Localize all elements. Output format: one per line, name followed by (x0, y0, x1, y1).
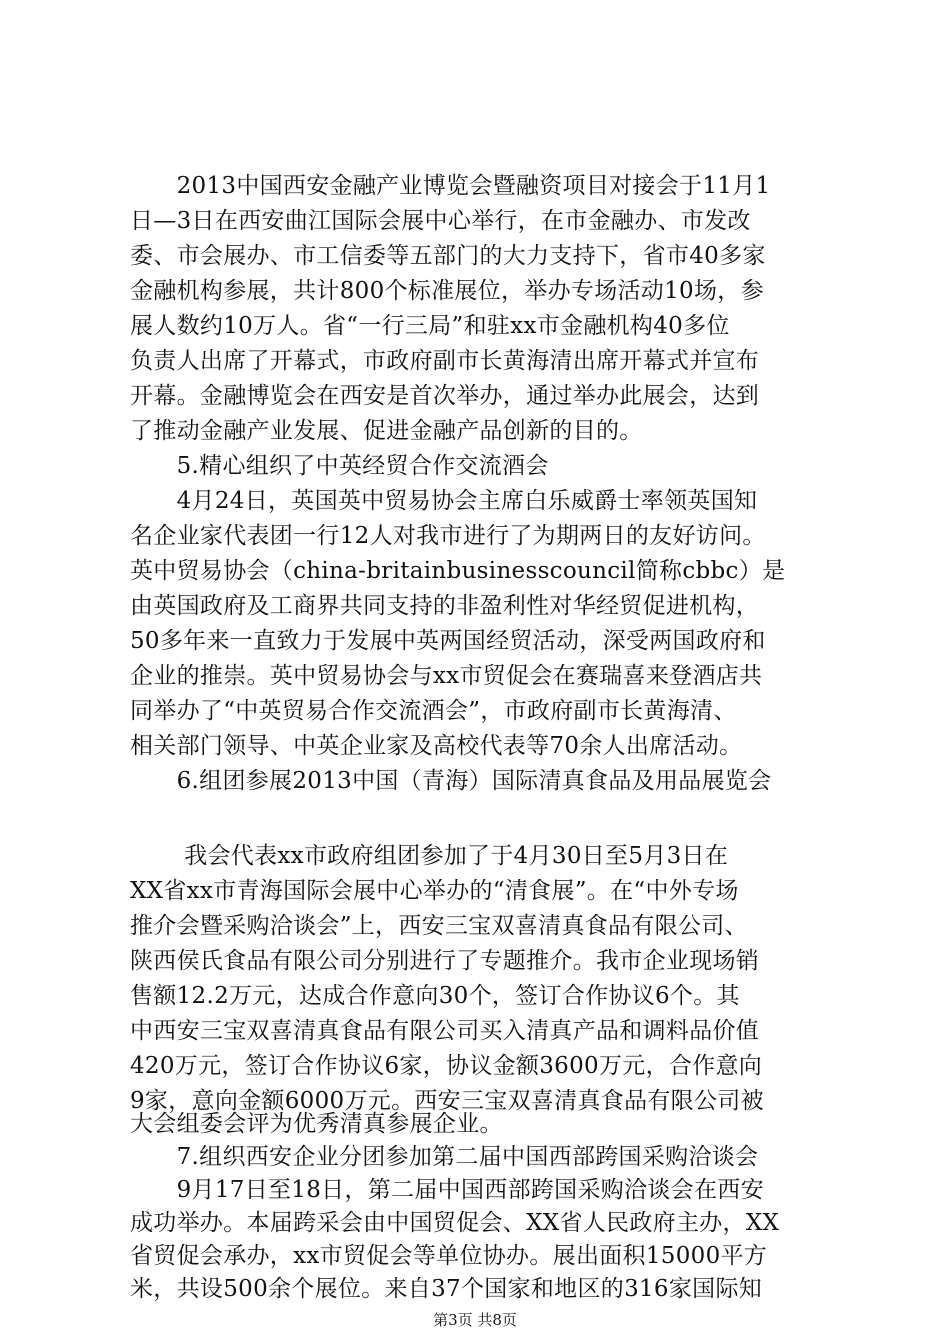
page-number-footer: 第3页 共8页 (433, 1311, 517, 1329)
paragraph-line: 50多年来一直致力于发展中英两国经贸活动，深受两国政府和 (130, 628, 766, 654)
paragraph-line: 9家，意向金额6000万元。西安三宝双喜清真食品有限公司被 (130, 1088, 764, 1114)
paragraph-line: 成功举办。本届跨采会由中国贸促会、XX省人民政府主办，XX (130, 1210, 780, 1236)
paragraph-line: 负责人出席了开幕式，市政府副市长黄海清出席开幕式并宣布 (130, 348, 760, 374)
paragraph-line: 开幕。金融博览会在西安是首次举办，通过举办此展会，达到 (130, 383, 760, 409)
paragraph-line: 委、市会展办、市工信委等五部门的大力支持下，省市40多家 (130, 243, 766, 269)
paragraph-line: 4月24日，英国英中贸易协会主席白乐威爵士率领英国知 (130, 488, 758, 514)
paragraph-line: 金融机构参展，共计800个标准展位，举办专场活动10场，参 (130, 278, 764, 304)
paragraph-line: 省贸促会承办，xx市贸促会等单位协办。展出面积15000平方 (130, 1243, 768, 1269)
paragraph-line: 大会组委会评为优秀清真参展企业。 (130, 1111, 503, 1137)
paragraph-line: 售额12.2万元，达成合作意向30个，签订合作协议6个。其 (130, 983, 740, 1009)
paragraph-line: 了推动金融产业发展、促进金融产品创新的目的。 (130, 418, 643, 444)
paragraph-line: 我会代表xx市政府组团参加了于4月30日至5月3日在 (130, 843, 729, 869)
section-heading: 6.组团参展2013中国（青海）国际清真食品及用品展览会 (130, 768, 772, 794)
paragraph-line: 420万元，签订合作协议6家，协议金额3600万元，合作意向 (130, 1053, 763, 1079)
paragraph-line: 中西安三宝双喜清真食品有限公司买入清真产品和调料品价值 (130, 1018, 760, 1044)
paragraph-line: 企业的推崇。英中贸易协会与xx市贸促会在赛瑞喜来登酒店共 (130, 663, 763, 689)
paragraph-line: 2013中国西安金融产业博览会暨融资项目对接会于11月1 (130, 173, 771, 199)
paragraph-line: 推介会暨采购洽谈会”上，西安三宝双喜清真食品有限公司、 (130, 913, 748, 939)
paragraph-line: 同举办了“中英贸易合作交流酒会”，市政府副市长黄海清、 (130, 698, 737, 724)
section-heading: 5.精心组织了中英经贸合作交流酒会 (130, 453, 549, 479)
paragraph-line: 英中贸易协会（china-britainbusinesscouncil简称cbbc）是 (130, 558, 786, 584)
paragraph-line: 日—3日在西安曲江国际会展中心举行，在市金融办、市发改 (130, 208, 751, 234)
paragraph-line: 由英国政府及工商界共同支持的非盈利性对华经贸促进机构， (130, 593, 760, 619)
paragraph-line: 名企业家代表团一行12人对我市进行了为期两日的友好访问。 (130, 523, 766, 549)
section-heading: 7.组织西安企业分团参加第二届中国西部跨国采购洽谈会 (130, 1144, 759, 1170)
paragraph-line: XX省xx市青海国际会展中心举办的“清食展”。在“中外专场 (130, 878, 739, 904)
paragraph-line: 陕西侯氏食品有限公司分别进行了专题推介。我市企业现场销 (130, 948, 760, 974)
paragraph-line: 展人数约10万人。省“一行三局”和驻xx市金融机构40多位 (130, 313, 730, 339)
paragraph-line: 9月17日至18日，第二届中国西部跨国采购洽谈会在西安 (130, 1177, 764, 1203)
paragraph-line: 米，共设500余个展位。来自37个国家和地区的316家国际知 (130, 1276, 763, 1302)
paragraph-line: 相关部门领导、中英企业家及高校代表等70余人出席活动。 (130, 733, 743, 759)
